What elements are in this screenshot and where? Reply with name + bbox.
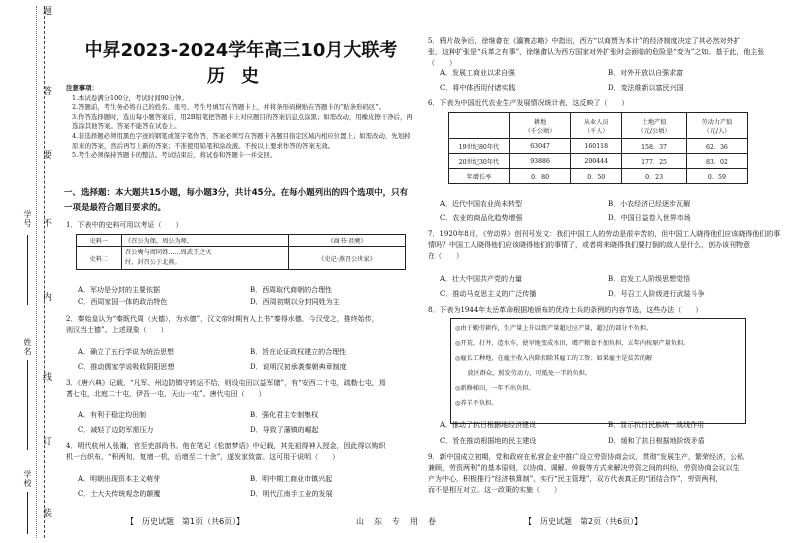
- q6-option-d[interactable]: D．中国日益卷入世界市场: [608, 214, 691, 222]
- q5-option-b[interactable]: B．对外开放以自强求富: [608, 69, 684, 77]
- q8-box-line: ◎开荒、打井、造水车，使旱地变成水田，增产粮食不加负担，五年内按原产量负担。: [455, 340, 690, 347]
- q6-cell: 177．25: [622, 154, 687, 169]
- q2-stem: [66, 314, 418, 336]
- notice-item: 2.答题前，考生务必将自己的姓名、座号、考生号填写在答题卡上，并将条形码横贴在答题卡的“贴条形码区”。: [72, 103, 385, 112]
- q6-cell: 20世纪30年代: [449, 154, 510, 169]
- q4-stem-line: 4．明代杭州人张瀚，官至吏部尚书。他在笔记《松窗梦语》中记载，其先祖得神人授金，因此得以购织: [66, 442, 386, 450]
- q2-stem-line: 2．秦始皇认为“秦既代周（火德），为水德”，汉文帝时期有人上书“秦得水德，今汉受之，推终始传，: [66, 315, 379, 323]
- q9-stem-line: 而不是相互对立。这一政策的实施（ ）: [428, 486, 561, 494]
- q6-option-a[interactable]: A．近代中国农业尚未转型: [440, 200, 523, 208]
- q8-box-line: ◎新修梯田，一年不出负担。: [455, 385, 535, 392]
- q3-stem-line: 3．《唐六典》记载，“凡军、州边防镇守转运不给，则设屯田以益军储”，有“安西二十屯，疏勒七屯，焉: [66, 379, 386, 387]
- q7-option-a[interactable]: A．壮大中国共产党的力量: [440, 275, 523, 283]
- notice-item: 3.作答选择题时，选出每小题答案后，用2B铅笔把答题卡上对应题目的答案信息点涂黑；如需改动，用橡皮擦干净后，再选涂其他答案。答案不能答在试卷上。: [72, 112, 413, 131]
- q6-cell: 0．23: [622, 169, 687, 184]
- q1-source-table: [76, 234, 406, 270]
- q9-stem-line: 产为中心，积极推行“经济核算制”，实行“民主管理”，双方代表真正的“团结合作”，劳资两利，: [428, 475, 723, 483]
- q6-cell: 83．02: [686, 154, 747, 169]
- q1-cell: 《召公为保，周公为师，: [122, 235, 289, 247]
- q6-header-line: （元/人）: [703, 127, 731, 135]
- q6-header: [510, 113, 571, 139]
- q2-option-d[interactable]: D．说明汉初承袭秦朝典章制度: [250, 363, 347, 371]
- q1-cell: 史料一: [77, 235, 122, 247]
- binding-mark-yao: 要: [41, 150, 51, 160]
- student-number-label: 学号: [23, 210, 32, 228]
- q5-option-d[interactable]: D．变法维新以富民兴国: [608, 84, 684, 92]
- q2-option-b[interactable]: B．旨在论证政权建立的合理性: [250, 348, 347, 356]
- footer-page1: 【 历史试题 第1页（共6页）】: [126, 517, 245, 526]
- q6-header-empty: [449, 113, 510, 139]
- q1-option-c[interactable]: C．西周家国一体的政治特色: [78, 298, 168, 306]
- q6-cell: 200444: [571, 154, 622, 169]
- q6-cell: 62．36: [686, 139, 747, 154]
- q3-option-b[interactable]: B．强化君主专制集权: [250, 411, 319, 419]
- q7-option-c[interactable]: C．推动马克思主义的广泛传播: [440, 290, 537, 298]
- q6-cell: 158．37: [622, 139, 687, 154]
- binding-mark-xian: 线: [41, 372, 51, 382]
- q7-option-d[interactable]: D．号召工人阶级进行武装斗争: [608, 290, 705, 298]
- q4-option-b[interactable]: B．明中期工商业市镇兴起: [250, 475, 333, 483]
- q1-cell-multi: [122, 247, 289, 270]
- binding-mark-zhuang: 装: [41, 508, 51, 518]
- q8-box-line: ◎由于勤劳耕作，生产量上升以致产量超过应产量，超过的部分不负担。: [455, 325, 653, 332]
- q6-header-line: （千公顷）: [524, 127, 556, 135]
- q8-option-c[interactable]: C．旨在推动根据地的民主建设: [440, 437, 537, 445]
- q5-stem-line: 5．鸦片战争后，徐继畬在《瀛寰志略》中指出，西方“以商贾为本计”的经济制度决定了其必然对外扩: [428, 37, 741, 45]
- q6-header: [571, 113, 622, 139]
- q1-option-b[interactable]: B．西周取代商朝的合理性: [250, 286, 333, 294]
- q5-option-c[interactable]: C．将中体西用付诸实践: [440, 84, 516, 92]
- notice-block: [66, 84, 416, 161]
- q1-option-d[interactable]: D．西周初期以分封同姓为主: [250, 298, 340, 306]
- q6-cell: 160118: [571, 139, 622, 154]
- q6-header-line: （元/公顷）: [637, 127, 671, 135]
- q7-stem-line: 7．1920年8月，《劳动界》创刊号发文：我们中国工人的劳动是很辛苦的，但中国工人晓得他们应该晓得他们的事: [428, 230, 781, 238]
- q9-stem-line: 兼顾，劳资两利”的基本原则，以协商、调解、仲裁等方式来解决劳资之间的纠纷，劳资协商会议以生: [428, 464, 740, 472]
- binding-mark-da: 答: [41, 86, 51, 96]
- q8-quote-box: [450, 318, 746, 424]
- q8-option-a[interactable]: A．推动了抗日根据地经济建设: [440, 421, 537, 429]
- notice-item: 1.本试卷满分100分，考试时间90分钟。: [72, 93, 188, 102]
- q1-cell-line: 纣，封召公于北燕。: [125, 259, 181, 266]
- q3-stem-line: 耆七屯，北庭二十屯，伊吾一屯，天山一屯”。唐代屯田（ ）: [66, 390, 266, 398]
- q1-stem: 1．下表中的史料可用以考证（ ）: [66, 221, 183, 229]
- q6-cell: 0．80: [510, 169, 571, 184]
- q1-cell: 《商书·君奭》: [289, 235, 406, 247]
- q8-box-line: 放区群众，照发劳动力，可抵免一半的负担。: [455, 370, 592, 377]
- q3-option-d[interactable]: D．导致了藩镇的崛起: [250, 426, 319, 434]
- q6-cell: 年增长率: [449, 169, 510, 184]
- q3-option-c[interactable]: C．减轻了边防军需压力: [78, 426, 154, 434]
- q7-stem-line: 在（ ）: [428, 252, 463, 260]
- subject-title: 历史: [207, 66, 275, 87]
- binding-mark-nei: 内: [41, 292, 51, 302]
- q6-cell: 63047: [510, 139, 571, 154]
- q6-option-b[interactable]: B．小农经济已经逐步瓦解: [608, 200, 691, 208]
- q7-option-b[interactable]: B．启发工人阶级思想觉悟: [608, 275, 691, 283]
- q1-cell-line: 召公奭与周同姓……周武王之灭: [125, 249, 212, 256]
- q8-option-d[interactable]: D．缓和了抗日根据地阶级矛盾: [608, 437, 705, 445]
- q2-option-a[interactable]: A．确立了五行学说为统治思想: [78, 348, 175, 356]
- notice-item: 4.非选择题必须用黑色字迹的钢笔或签字笔作答，答案必须写在答题卡各题目指定区域内相应位置上；如需改动，先划掉原来的答案，然后再写上新的答案；不准使用铅笔和涂改液。不按以上要求作答的答案无效。: [72, 131, 411, 150]
- q4-stem-line: 机一台织布，“积两旬，复增一机，后增至二十余”，遂发家致富。这可用于说明（ ）: [66, 453, 340, 461]
- q4-option-a[interactable]: A．明朝出现资本主义萌芽: [78, 475, 161, 483]
- q9-stem: [428, 452, 784, 496]
- q6-option-c[interactable]: C．农业的商品化趋势增强: [440, 214, 523, 222]
- q3-option-a[interactable]: A．有利于稳定均田制: [78, 411, 147, 419]
- exam-title: 中昇2023-2024学年高三10月大联考: [84, 40, 398, 61]
- q2-option-c[interactable]: C．推动儒家学说吸收阴阳思想: [78, 363, 175, 371]
- q8-box-line: ◎养羊不负担。: [455, 400, 498, 407]
- q5-stem-line: 张，这种扩张是“兵革之有事”，徐继畬认为西方国家对外扩张时会面临的危险是“变为”之如。基于此，他主张（ ）: [428, 48, 765, 67]
- q6-cell: 93886: [510, 154, 571, 169]
- q1-cell: 史料二: [77, 247, 122, 270]
- q6-cell: 19世纪80年代: [449, 139, 510, 154]
- student-name-label: 姓名: [23, 338, 32, 356]
- footer-center: 山 东 专 用 卷: [356, 517, 437, 526]
- q4-option-c[interactable]: C．士大夫传统观念的颠覆: [78, 490, 161, 498]
- q6-data-table: [448, 112, 748, 184]
- q6-header-line: 土地产值: [641, 118, 667, 126]
- notice-item: 5.考生必须保持答题卡的整洁。考试结束后，将试卷和答题卡一并交回。: [72, 151, 277, 160]
- q5-stem: [428, 36, 784, 69]
- binding-dotted-line: [36, 6, 37, 538]
- student-name-line: [27, 360, 28, 450]
- q6-header: [686, 113, 747, 139]
- binding-mark-ti: 题: [41, 6, 51, 16]
- q6-header-line: （千人）: [583, 127, 609, 135]
- footer-page2: 【 历史试题 第2页（共6页）】: [524, 517, 643, 526]
- q9-stem-line: 9．新中国成立初期，党和政府在私营企业中推广设立劳资协商会议，贯彻“发展生产，繁荣经济，公私: [428, 453, 745, 461]
- binding-mark-ding: 订: [41, 436, 51, 446]
- q7-stem-line: 情吗？中国工人晓得他们应该晓得他们的事情了，或者将来晓得我们要打倒的敌人是什么，创办该刊物意: [428, 241, 750, 249]
- section1-heading: 一、选择题：本大题共15小题，每小题3分，共计45分。在每小题列出的四个选项中，只有一项是最符合题目要求的。: [64, 188, 409, 213]
- q6-header-line: 从业人员: [583, 118, 609, 126]
- page-2: [428, 0, 784, 543]
- q2-stem-line: 则汉当土德”。上述现象（ ）: [66, 326, 168, 334]
- school-line: [27, 492, 28, 534]
- q6-header-line: 耕地: [533, 118, 547, 126]
- q1-option-a[interactable]: A．军功是分封的主要依据: [78, 286, 161, 294]
- q1-cell: 《史记·燕召公世家》: [289, 247, 406, 270]
- q8-box-line: ◎雇长工种地，在雇主收入内除扣除其雇工的工资；如果雇主是贫苦的解: [455, 355, 653, 362]
- q4-stem: [66, 441, 418, 463]
- q7-stem: [428, 229, 784, 262]
- student-number-line: [27, 235, 28, 305]
- q6-header-line: 劳动力产值: [701, 118, 733, 126]
- page-1: [64, 0, 418, 543]
- q8-option-b[interactable]: B．显示抗日民族统一战线作用: [608, 421, 705, 429]
- q6-cell: 0．59: [686, 169, 747, 184]
- school-label: 学校: [23, 470, 32, 488]
- binding-mark-bu: 不: [41, 218, 51, 228]
- notice-heading: 注意事项：: [66, 84, 98, 92]
- q4-option-d[interactable]: D．明代江南手工业的发展: [250, 490, 333, 498]
- q8-stem: 8．下表为1944年太岳革命根据地颁布的优待士兵的条例的内容节选，这些办法（ ）: [428, 306, 703, 314]
- q6-cell: 0．50: [571, 169, 622, 184]
- q6-stem: 6．下表为中国近代农业生产发展情况统计表，这反映了（ ）: [428, 99, 629, 107]
- q6-header: [622, 113, 687, 139]
- q3-stem: [66, 378, 418, 400]
- q5-option-a[interactable]: A．发展工商业以求自强: [440, 69, 516, 77]
